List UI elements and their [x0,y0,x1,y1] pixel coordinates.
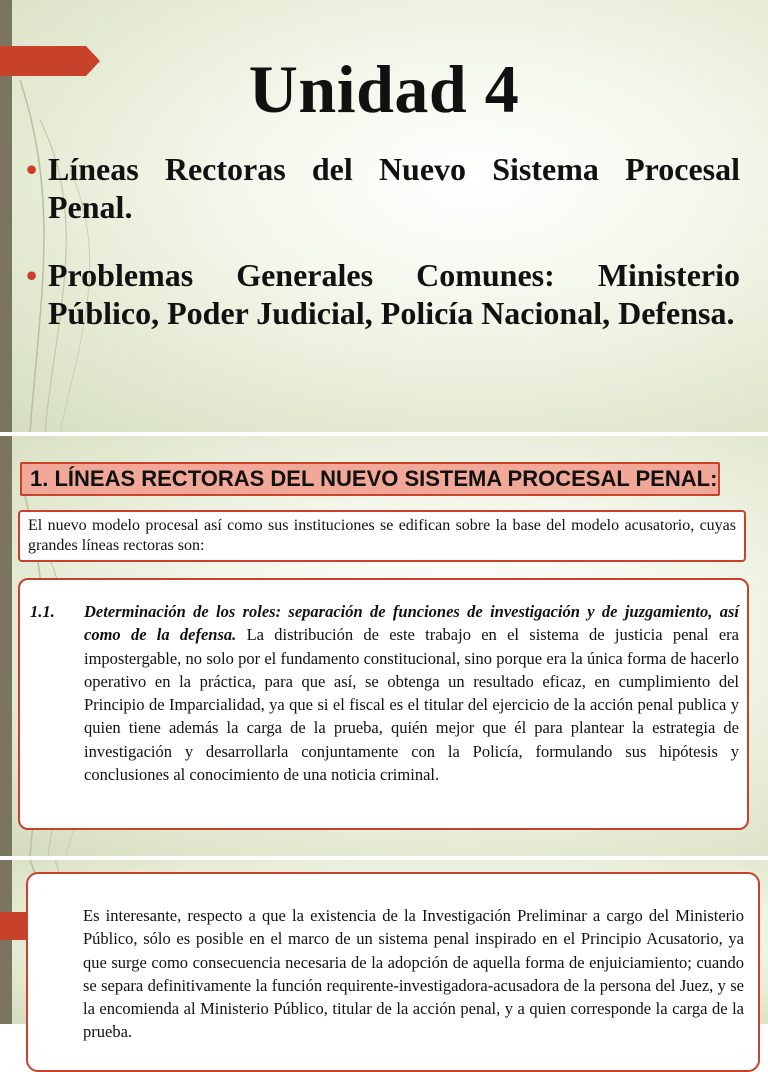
point-emphasis: Determinación de los roles: separación de funciones de investigación y de juzgamiento, así como de la defensa. [84,602,739,645]
point-number: 1.1. [30,602,55,621]
paragraph-text: Es interesante, respecto a que la existencia de la Investigación Preliminar a cargo del Ministerio Público, sólo es posible en el marco de un sistema penal inspirado en el Principio Acusatorio, ya que surge como consecuencia necesaria de la adopción de aquella forma de enjuiciamiento; cuando se separa definitivamente la función requirente-investigadora-acusadora de la persona del Juez, y se la encomienda al Ministerio Público, titular de la acción penal, y a quien corresponde la carga de la prueba. [83,906,744,1042]
slide-2 [0,436,768,856]
point-box [18,578,749,830]
point-text: La distribución de este trabajo en el sistema de justicia penal era impostergable, no solo por el fundamento constitucional, sino porque era la única forma de hacerlo operativo en la práctica, para que así, se obtenga un resultado eficaz, en cumplimiento del Principio de Imparcialidad, ya que si el fiscal es el titular del ejercicio de la acción penal publica y quien tiene además la carga de la prueba, quién mejor que él para plantear la estrategia de investigación y desarrollarla conjuntamente con la Policía, formulando sus hipótesis y conclusiones al conocimiento de una noticia criminal. [84,625,739,785]
slide-1 [0,0,768,432]
slide-title: Unidad 4 [248,51,520,127]
bullet-icon: • [26,257,38,293]
section-heading [20,462,720,496]
content-box [26,872,760,1072]
bullet-item [26,256,740,332]
bullet-icon: • [26,151,38,187]
arrow-decoration [0,912,28,940]
bullet-text: Problemas Generales Comunes: Ministerio Público, Poder Judicial, Policía Nacional, Defensa. [48,257,740,331]
sidebar-stripe [0,860,12,1024]
section-heading-text: 1. LÍNEAS RECTORAS DEL NUEVO SISTEMA PROCESAL PENAL: [30,466,718,491]
bullet-item [26,150,740,226]
slide-3 [0,860,768,1042]
point-body [84,600,739,786]
intro-paragraph: El nuevo modelo procesal así como sus instituciones se edifican sobre la base del modelo acusatorio, cuyas grandes líneas rectoras son: [18,510,746,562]
bullet-text: Líneas Rectoras del Nuevo Sistema Procesal Penal. [48,151,740,225]
sidebar-stripe [0,436,12,856]
